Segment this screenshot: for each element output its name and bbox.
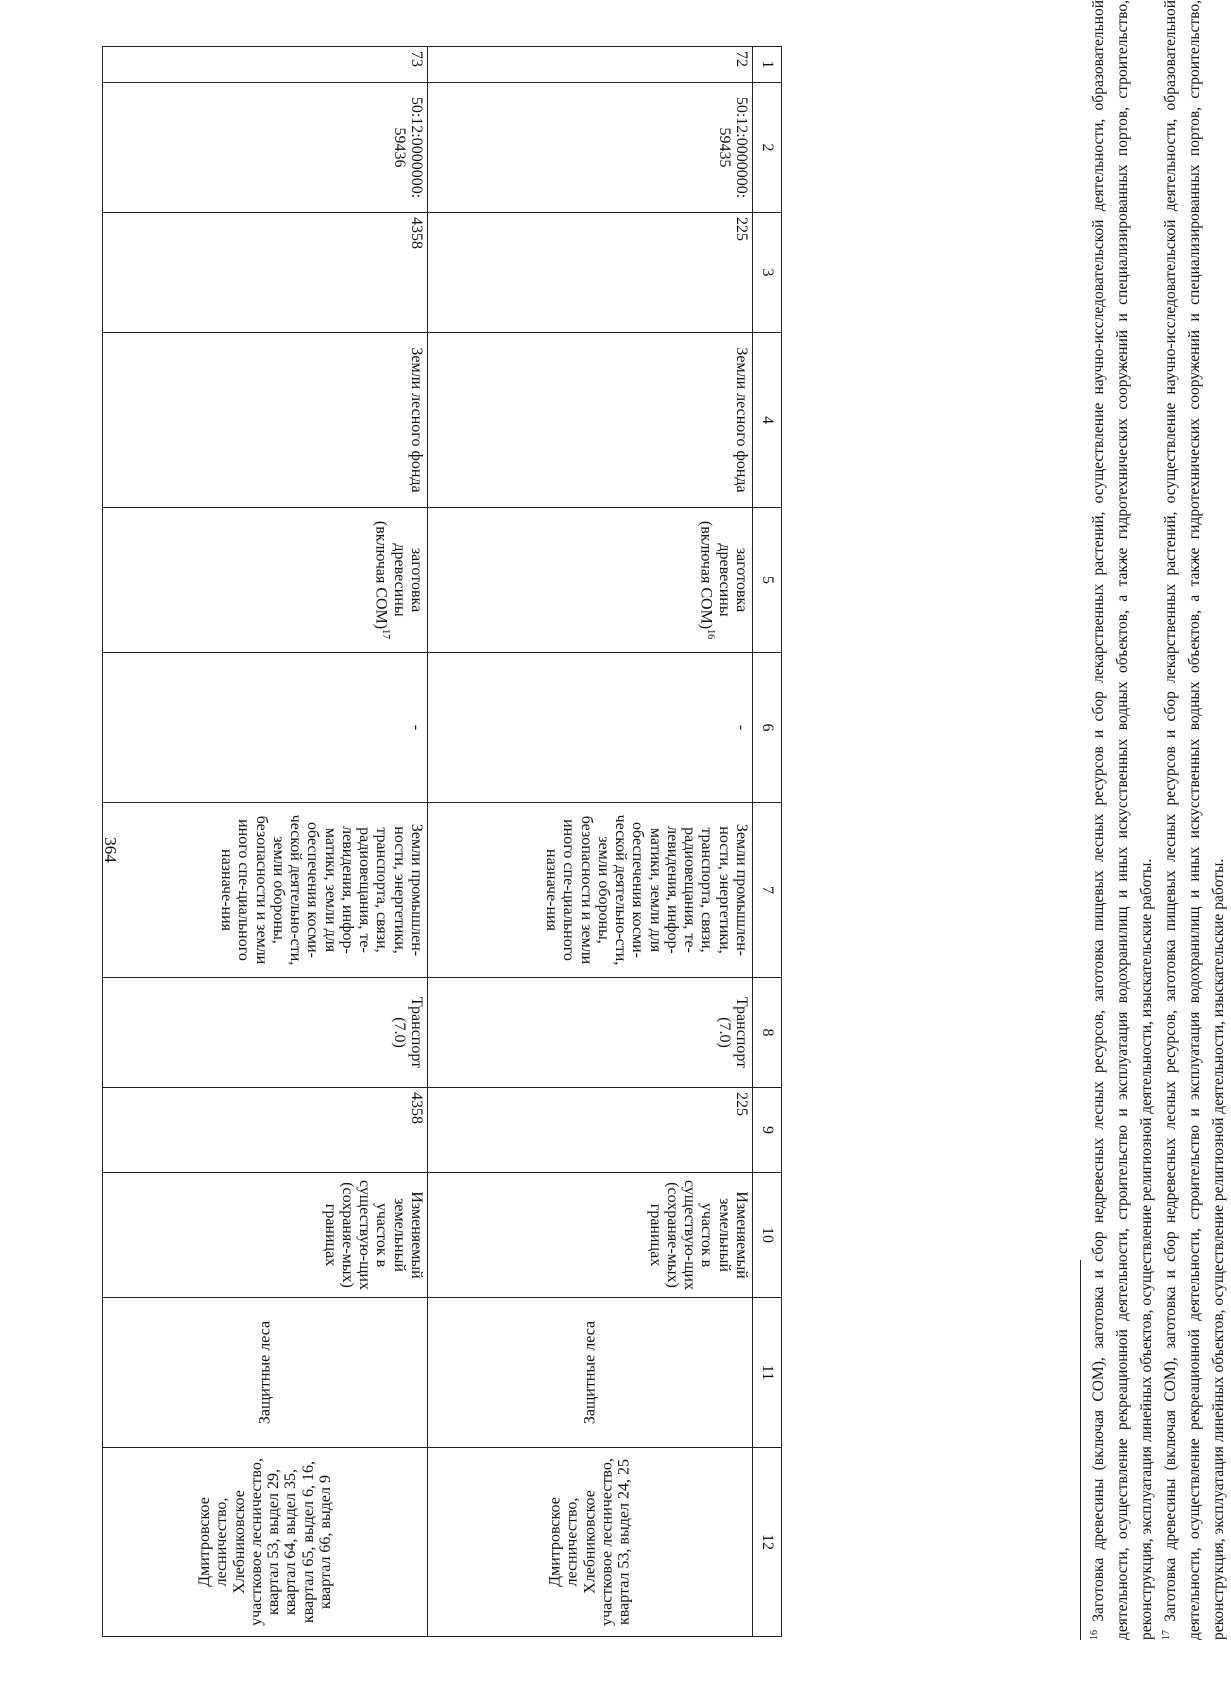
change-note: Изменяемый земельный участок в существую-щих (сохраняе-мых) границах — [103, 1173, 428, 1298]
column-header: 4 — [753, 333, 782, 508]
new-permitted-use: Транспорт (7.0) — [428, 978, 753, 1088]
column-header: 1 — [753, 47, 782, 83]
new-land-category: Земли промышлен-ности, энергетики, транспорта, связи, радиовещания, те-левидения, инфор-матики, земли для обеспечения косми-ческой деятельно-сти, земли обороны, безопасности и земли иного спе-циального назначе-ния — [428, 803, 753, 978]
forest-purpose-text: Защитные леса — [581, 1320, 599, 1425]
forest-purpose — [103, 1298, 428, 1448]
permitted-use-text: заготовка древесины (включая СОМ) — [698, 520, 750, 630]
header-row — [753, 47, 782, 1637]
column-header: 8 — [753, 978, 782, 1088]
footnote-ref: 17 — [380, 629, 392, 640]
column-header: 7 — [753, 803, 782, 978]
column-header: 5 — [753, 508, 782, 653]
column-header: 12 — [753, 1448, 782, 1637]
table-row — [428, 47, 753, 1637]
area-value: 225 — [428, 213, 753, 333]
new-permitted-use: Транспорт (7.0) — [103, 978, 428, 1088]
land-plots-table — [102, 46, 782, 1636]
column-header: 3 — [753, 213, 782, 333]
column-header: 11 — [753, 1298, 782, 1448]
row-number: 73 — [103, 47, 428, 83]
row-number: 72 — [428, 47, 753, 83]
footnote-divider — [1080, 1260, 1081, 1640]
column-header: 9 — [753, 1088, 782, 1173]
footnote-text: Заготовка древесины (включая СОМ), заготовка и сбор недревесных лесных ресурсов, заготовка пищевых лесных ресурсов и сбор лекарственных растений, осуществление научно-исследовательской деятельности, образовательной деятельности, осуществление рекреационной деятельности, строительство и эксплуатация водохранилищ и иных искусственных водных объектов, а также гидротехнических сооружений и специализированных портов, строительство, реконструкция, эксплуатация линейных объектов, осуществление религиозной деятельности, изыскательские работы. — [1090, 0, 1156, 1640]
forest-purpose — [428, 1298, 753, 1448]
footnote-17 — [1159, 0, 1231, 1640]
location-text: Дмитровское лесничество, Хлебниковское участковое лесничество, квартал 53, выдел 24, 25 — [546, 1458, 633, 1626]
column-header: 10 — [753, 1173, 782, 1298]
footnote-mark: 17 — [1161, 1630, 1173, 1640]
location — [103, 1448, 428, 1637]
permitted-use — [428, 508, 753, 653]
column-header: 2 — [753, 83, 782, 213]
area-value: 4358 — [103, 213, 428, 333]
land-category: Земли лесного фонда — [428, 333, 753, 508]
table-row — [103, 47, 428, 1637]
col6-value: - — [103, 653, 428, 803]
new-area-value: 4358 — [103, 1088, 428, 1173]
cadastral-number: 50:12:0000000: 59436 — [103, 83, 428, 213]
footnotes — [1080, 0, 1231, 1640]
column-header: 6 — [753, 653, 782, 803]
col6-value: - — [428, 653, 753, 803]
forest-purpose-text: Защитные леса — [256, 1320, 274, 1425]
new-area-value: 225 — [428, 1088, 753, 1173]
footnote-mark: 16 — [1089, 1630, 1100, 1640]
change-note: Изменяемый земельный участок в существую-щих (сохраняе-мых) границах — [428, 1173, 753, 1298]
footnote-ref: 16 — [705, 629, 717, 640]
page-number: 364 — [101, 837, 120, 863]
footnote-text: Заготовка древесины (включая СОМ), заготовка и сбор недревесных лесных ресурсов, заготовка пищевых лесных ресурсов и сбор лекарственных растений, осуществление научно-исследовательской деятельности, образовательной деятельности, осуществление рекреационной деятельности, строительство и эксплуатация водохранилищ и иных искусственных водных объектов, а также гидротехнических сооружений и специализированных портов, строительство, реконструкция, эксплуатация линейных объектов, осуществление религиозной деятельности, изыскательские работы. — [1162, 0, 1228, 1640]
footnote-16 — [1087, 0, 1159, 1640]
land-category: Земли лесного фонда — [103, 333, 428, 508]
cadastral-number: 50:12:0000000: 59435 — [428, 83, 753, 213]
location-text: Дмитровское лесничество, Хлебниковское участковое лесничество, квартал 53, выдел 29, квартал 64, выдел 35, квартал 65, выдел 6, 16, квартал 66, выдел 9 — [195, 1458, 334, 1626]
new-land-category: Земли промышлен-ности, энергетики, транспорта, связи, радиовещания, те-левидения, инфор-матики, земли для обеспечения косми-ческой деятельно-сти, земли обороны, безопасности и земли иного спе-циального назначе-ния — [103, 803, 428, 978]
permitted-use-text: заготовка древесины (включая СОМ) — [373, 520, 425, 630]
permitted-use — [103, 508, 428, 653]
location — [428, 1448, 753, 1637]
